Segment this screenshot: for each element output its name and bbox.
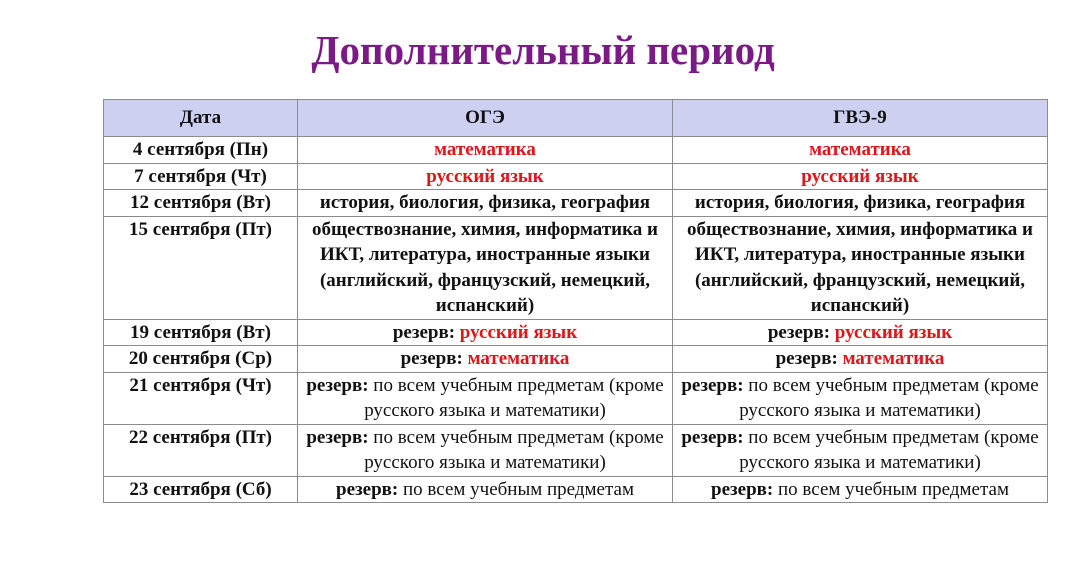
gve-cell	[673, 346, 1048, 373]
table-row	[104, 424, 1048, 476]
gve-cell: обществознание, химия, информатика и ИКТ, литература, иностранные языки (английский, французский, немецкий, испанский)	[673, 216, 1048, 319]
oge-cell	[298, 137, 673, 164]
reserve-label: резерв:	[392, 321, 460, 343]
header-oge: ОГЭ	[298, 100, 673, 137]
table-row	[104, 216, 1048, 319]
subject-highlight: математика	[809, 139, 911, 160]
table-row	[104, 319, 1048, 346]
gve-cell	[673, 319, 1048, 346]
gve-cell	[673, 424, 1048, 476]
oge-cell	[298, 319, 673, 346]
gve-cell	[673, 163, 1048, 190]
page-title: Дополнительный период	[311, 27, 775, 73]
row-date: 20 сентября (Ср)	[104, 346, 298, 373]
oge-cell	[298, 372, 673, 424]
reserve-label: резерв:	[400, 348, 468, 369]
reserve-label: резерв:	[336, 478, 399, 500]
row-date: 19 сентября (Вт)	[104, 319, 298, 346]
row-date: 15 сентября (Пт)	[104, 216, 298, 319]
subject-highlight: математика	[434, 139, 536, 160]
reserve-text: по всем учебным предметам	[403, 478, 634, 500]
gve-cell	[673, 137, 1048, 164]
oge-cell	[298, 424, 673, 476]
reserve-text: по всем учебным предметам (кроме русского языка и математики)	[739, 426, 1039, 473]
table-row	[104, 190, 1048, 217]
oge-cell	[298, 163, 673, 190]
reserve-label: резерв:	[681, 426, 744, 448]
reserve-label: резерв:	[711, 478, 774, 500]
row-date: 4 сентября (Пн)	[104, 137, 298, 164]
schedule-table	[103, 99, 1048, 503]
header-date: Дата	[104, 100, 298, 137]
reserve-text: по всем учебным предметам (кроме русского языка и математики)	[364, 374, 664, 421]
reserve-label: резерв:	[681, 374, 744, 396]
oge-cell	[298, 476, 673, 503]
table-row	[104, 372, 1048, 424]
table-row	[104, 163, 1048, 190]
row-date: 21 сентября (Чт)	[104, 372, 298, 424]
reserve-label: резерв:	[306, 426, 369, 448]
reserve-label: резерв:	[775, 348, 843, 369]
subject-highlight: русский язык	[459, 321, 578, 343]
oge-cell	[298, 346, 673, 373]
reserve-label: резерв:	[767, 321, 835, 343]
table-row	[104, 476, 1048, 503]
subject-highlight: русский язык	[834, 321, 953, 343]
oge-cell: история, биология, физика, география	[298, 190, 673, 217]
row-date: 22 сентября (Пт)	[104, 424, 298, 476]
gve-cell	[673, 476, 1048, 503]
reserve-text: по всем учебным предметам	[778, 478, 1009, 500]
row-date: 23 сентября (Сб)	[104, 476, 298, 503]
oge-cell: обществознание, химия, информатика и ИКТ, литература, иностранные языки (английский, французский, немецкий, испанский)	[298, 216, 673, 319]
table-row	[104, 346, 1048, 373]
row-date: 7 сентября (Чт)	[104, 163, 298, 190]
header-gve: ГВЭ-9	[673, 100, 1048, 137]
reserve-label: резерв:	[306, 374, 369, 396]
reserve-text: по всем учебным предметам (кроме русского языка и математики)	[364, 426, 664, 473]
table-header-row	[104, 100, 1048, 137]
gve-cell: история, биология, физика, география	[673, 190, 1048, 217]
table-row	[104, 137, 1048, 164]
subject-highlight: русский язык	[426, 165, 544, 187]
subject-highlight: математика	[842, 348, 945, 369]
row-date: 12 сентября (Вт)	[104, 190, 298, 217]
gve-cell	[673, 372, 1048, 424]
subject-highlight: математика	[467, 348, 570, 369]
reserve-text: по всем учебным предметам (кроме русского языка и математики)	[739, 374, 1039, 421]
subject-highlight: русский язык	[801, 165, 919, 187]
